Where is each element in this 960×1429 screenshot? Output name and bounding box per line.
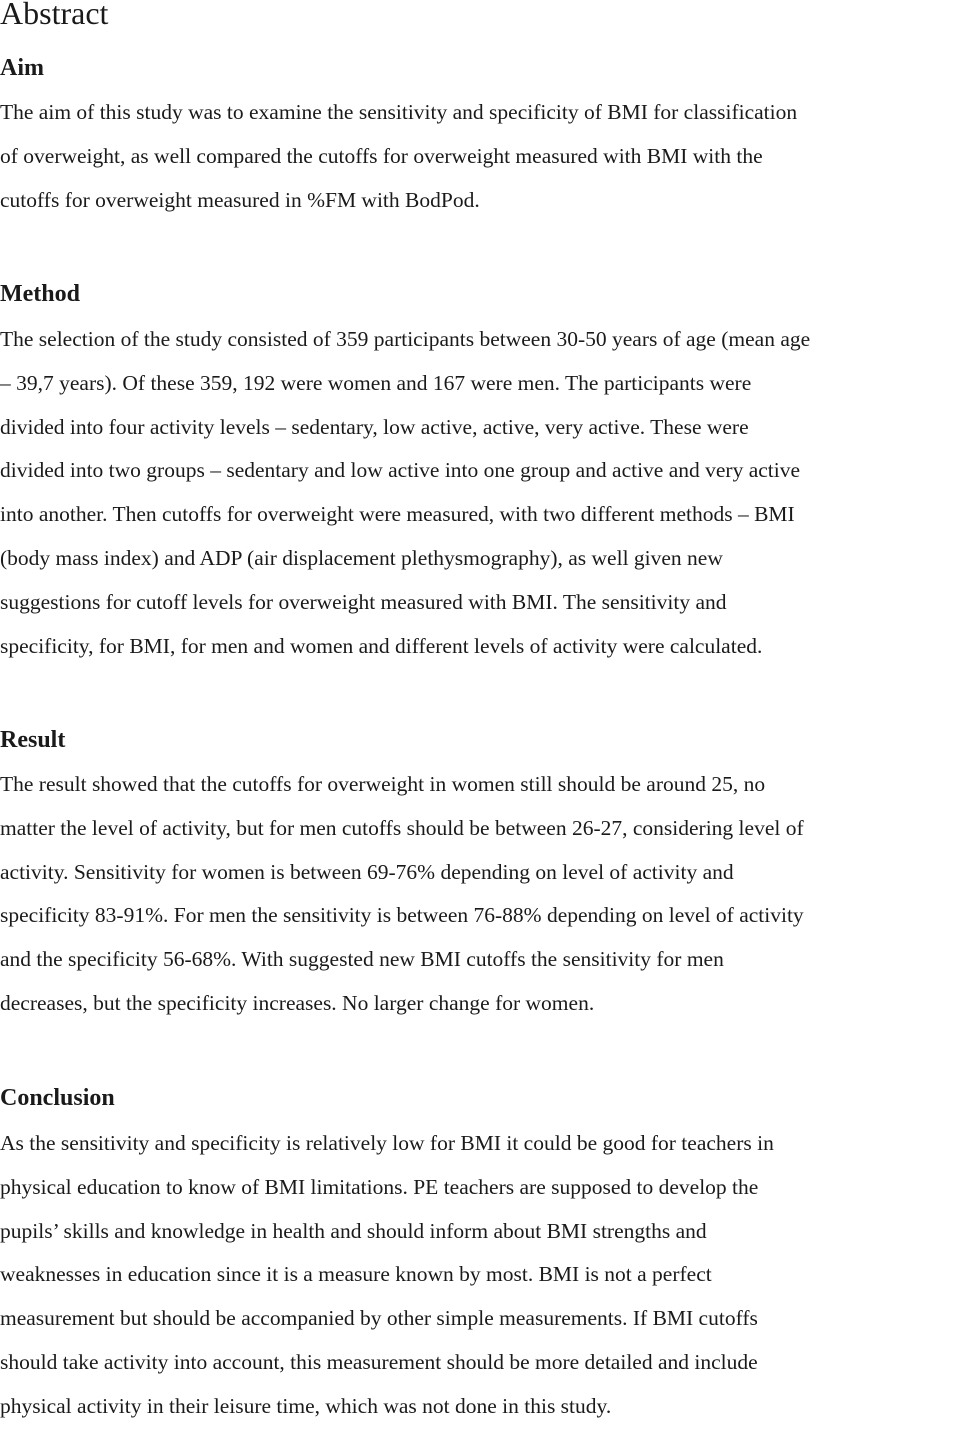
conclusion-line: measurement but should be accompanied by other simple measurements. If BMI cutoffs <box>0 1306 758 1331</box>
conclusion-line: As the sensitivity and specificity is relatively low for BMI it could be good for teachers in <box>0 1131 774 1155</box>
conclusion-line: weaknesses in education since it is a measure known by most. BMI is not a perfect <box>0 1262 712 1287</box>
method-line: – 39,7 years). Of these 359, 192 were women and 167 were men. The participants were <box>0 370 752 395</box>
conclusion-line: pupils’ skills and knowledge in health and should inform about BMI strengths and <box>0 1218 707 1243</box>
method-line: suggestions for cutoff levels for overweight measured with BMI. The sensitivity and <box>0 589 727 614</box>
conclusion-heading: Conclusion <box>0 1085 115 1111</box>
method-line: into another. Then cutoffs for overweight were measured, with two different methods – BMI <box>0 502 795 527</box>
method-line: divided into four activity levels – sedentary, low active, active, very active. These were <box>0 414 749 439</box>
aim-paragraph <box>0 91 797 222</box>
page-title: Abstract <box>0 0 109 31</box>
method-line: divided into two groups – sedentary and low active into one group and active and very active <box>0 458 801 483</box>
result-line: decreases, but the specificity increases. No larger change for women. <box>0 990 595 1015</box>
aim-line: cutoffs for overweight measured in %FM with BodPod. <box>0 187 480 212</box>
result-line: and the specificity 56-68%. With suggested new BMI cutoffs the sensitivity for men <box>0 947 724 972</box>
result-line: activity. Sensitivity for women is between 69-76% depending on level of activity and <box>0 859 734 884</box>
result-paragraph <box>0 763 804 1026</box>
result-line: matter the level of activity, but for men cutoffs should be between 26-27, considering level of <box>0 815 804 840</box>
result-heading: Result <box>0 727 66 753</box>
conclusion-paragraph <box>0 1122 774 1429</box>
method-line: The selection of the study consisted of 359 participants between 30-50 years of age (mean age <box>0 327 811 351</box>
conclusion-line: physical education to know of BMI limitations. PE teachers are supposed to develop the <box>0 1174 759 1199</box>
method-paragraph <box>0 318 810 668</box>
result-line: The result showed that the cutoffs for overweight in women still should be around 25, no <box>0 772 766 796</box>
result-line: specificity 83-91%. For men the sensitivity is between 76-88% depending on level of activity <box>0 903 804 928</box>
aim-heading: Aim <box>0 55 44 81</box>
method-line: (body mass index) and ADP (air displacement plethysmography), as well given new <box>0 545 723 570</box>
conclusion-line: should take activity into account, this measurement should be more detailed and include <box>0 1349 758 1374</box>
aim-line: of overweight, as well compared the cutoffs for overweight measured with BMI with the <box>0 143 763 168</box>
aim-line: The aim of this study was to examine the sensitivity and specificity of BMI for classification <box>0 100 798 124</box>
method-heading: Method <box>0 281 80 307</box>
method-line: specificity, for BMI, for men and women and different levels of activity were calculated. <box>0 633 763 658</box>
conclusion-line: physical activity in their leisure time, which was not done in this study. <box>0 1393 612 1418</box>
